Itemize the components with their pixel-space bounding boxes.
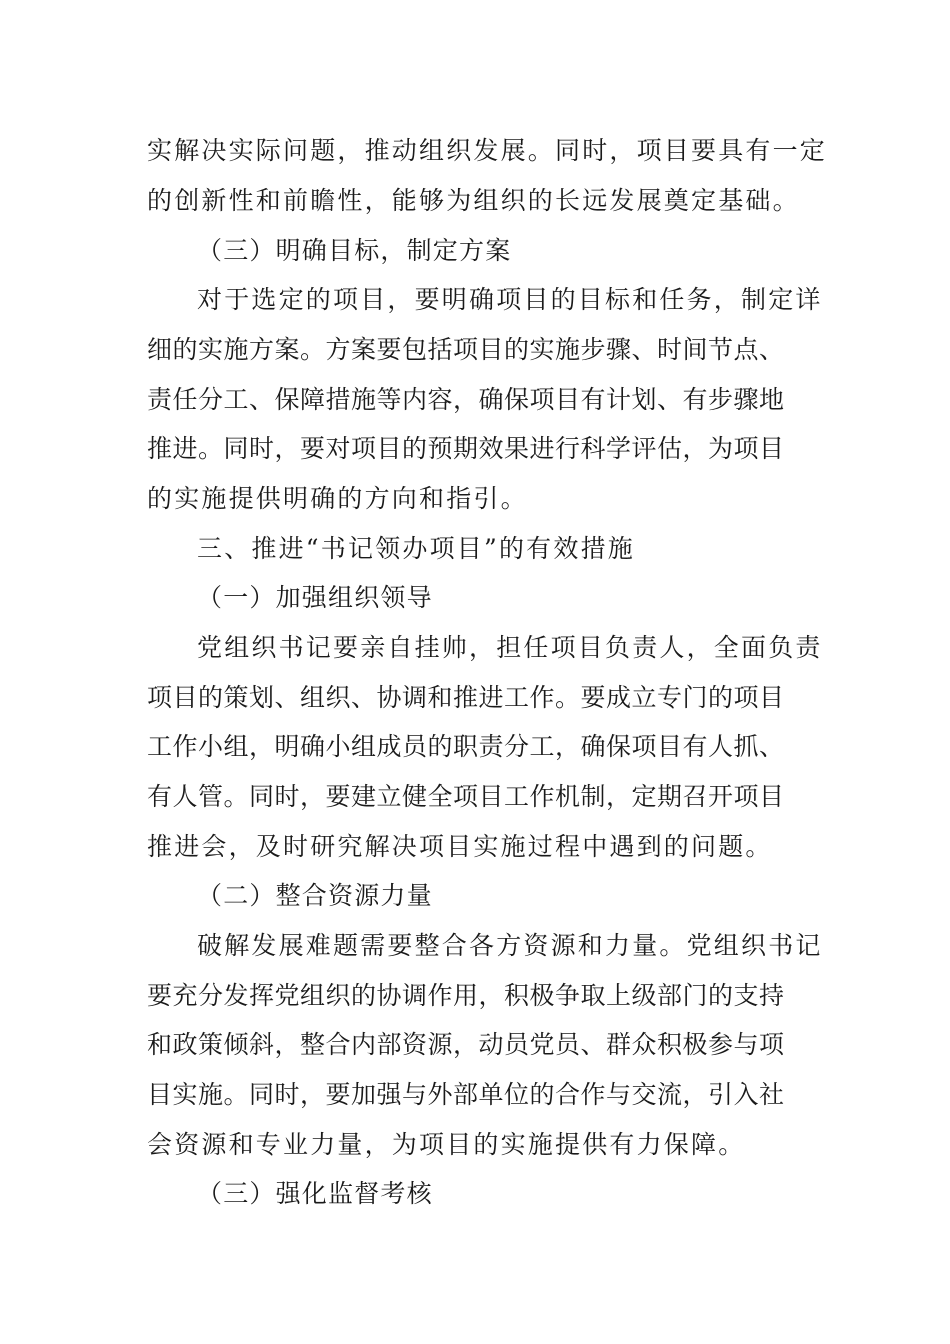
chapter-heading: 三、推进“书记领办项目”的有效措施 xyxy=(197,534,635,563)
body-text-line: 项目的策划、组织、协调和推进工作。要成立专门的项目 xyxy=(147,683,785,712)
section-heading: （三）明确目标，制定方案 xyxy=(197,236,512,265)
body-text-line: 推进会，及时研究解决项目实施过程中遇到的问题。 xyxy=(147,832,773,861)
body-text-line: 细的实施方案。方案要包括项目的实施步骤、时间节点、 xyxy=(147,335,785,364)
body-text-line: 目实施。同时，要加强与外部单位的合作与交流，引入社 xyxy=(147,1080,785,1109)
body-text-line: 有人管。同时，要建立健全项目工作机制，定期召开项目 xyxy=(147,782,785,811)
paragraph-first-line: 对于选定的项目，要明确项目的目标和任务，制定详 xyxy=(197,285,823,314)
section-heading: （一）加强组织领导 xyxy=(197,583,433,612)
body-text-line: 和政策倾斜，整合内部资源，动员党员、群众积极参与项 xyxy=(147,1030,785,1059)
paragraph-first-line: 党组织书记要亲自挂帅，担任项目负责人，全面负责 xyxy=(197,633,823,662)
body-text-line: 会资源和专业力量，为项目的实施提供有力保障。 xyxy=(147,1130,746,1159)
body-text-line: 实解决实际问题，推动组织发展。同时，项目要具有一定 xyxy=(147,136,828,165)
section-heading: （二）整合资源力量 xyxy=(197,881,433,910)
body-text-line: 的创新性和前瞻性，能够为组织的长远发展奠定基础。 xyxy=(147,186,800,215)
body-text-line: 工作小组，明确小组成员的职责分工，确保项目有人抓、 xyxy=(147,732,785,761)
section-heading: （三）强化监督考核 xyxy=(197,1179,433,1208)
paragraph-first-line: 破解发展难题需要整合各方资源和力量。党组织书记 xyxy=(197,931,823,960)
body-text-line: 的实施提供明确的方向和指引。 xyxy=(147,484,528,513)
body-text-line: 要充分发挥党组织的协调作用，积极争取上级部门的支持 xyxy=(147,981,785,1010)
body-text-line: 责任分工、保障措施等内容，确保项目有计划、有步骤地 xyxy=(147,385,785,414)
body-text-line: 推进。同时，要对项目的预期效果进行科学评估，为项目 xyxy=(147,434,785,463)
